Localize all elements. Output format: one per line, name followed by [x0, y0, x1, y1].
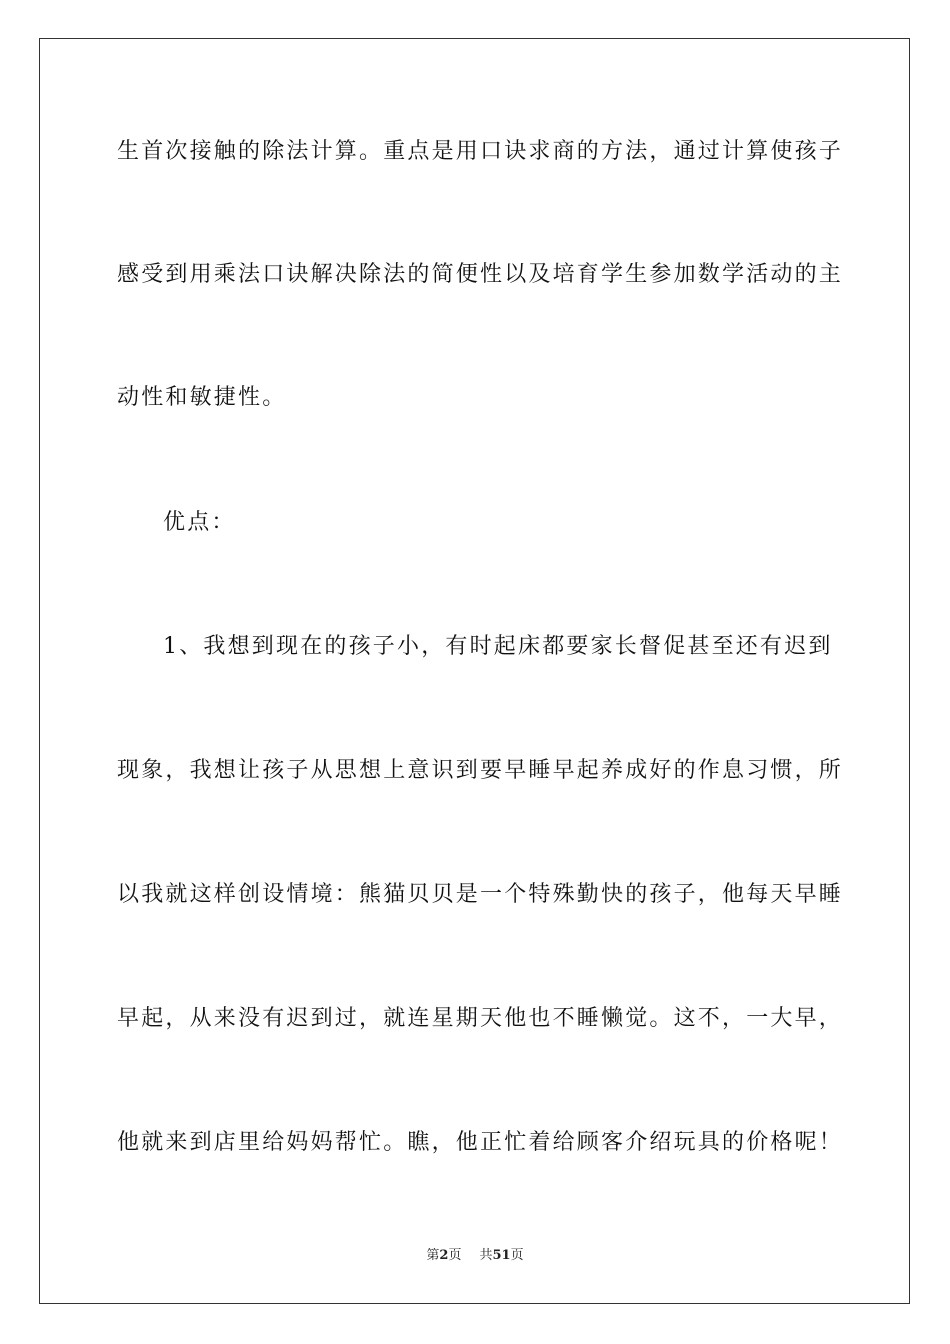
paragraph-line-7: 以我就这样创设情境：熊猫贝贝是一个特殊勤快的孩子，他每天早睡 — [117, 882, 844, 907]
footer-total-prefix: 共 — [479, 1248, 493, 1263]
footer-page-number: 2 — [439, 1248, 449, 1263]
footer-total-suffix: 页 — [510, 1248, 524, 1263]
paragraph-line-8: 早起，从来没有迟到过，就连星期天他也不睡懒觉。这不，一大早， — [117, 1006, 844, 1031]
footer-page-prefix: 第 — [426, 1248, 440, 1263]
paragraph-line-3: 动性和敏捷性。 — [117, 385, 287, 410]
footer-page-suffix: 页 — [448, 1248, 462, 1263]
page-frame — [39, 38, 910, 1304]
paragraph-line-6: 现象，我想让孩子从思想上意识到要早睡早起养成好的作息习惯，所 — [117, 758, 844, 783]
paragraph-line-2: 感受到用乘法口诀解决除法的简便性以及培育学生参加数学活动的主 — [117, 262, 844, 287]
section-heading-advantages: 优点： — [163, 510, 236, 535]
paragraph-line-5: 1、我想到现在的孩子小，有时起床都要家长督促甚至还有迟到 — [163, 634, 833, 659]
paragraph-line-9: 他就来到店里给妈妈帮忙。瞧，他正忙着给顾客介绍玩具的价格呢！ — [117, 1130, 844, 1155]
page-footer — [0, 1247, 950, 1265]
paragraph-line-1: 生首次接触的除法计算。重点是用口诀求商的方法，通过计算使孩子 — [117, 139, 844, 164]
footer-total-pages: 51 — [492, 1248, 511, 1263]
